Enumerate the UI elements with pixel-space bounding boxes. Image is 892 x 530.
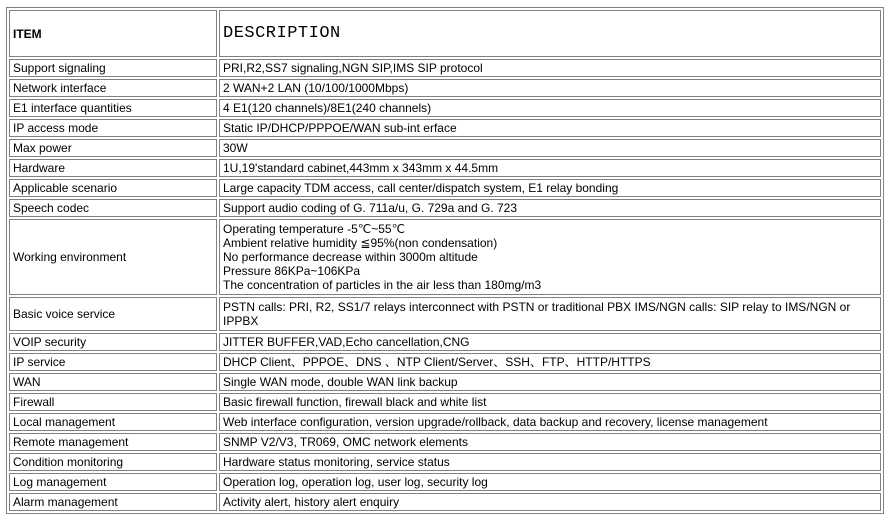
row-item-label: IP access mode: [9, 119, 217, 137]
table-row: [9, 373, 881, 391]
table-row: [9, 473, 881, 491]
spec-table: [6, 7, 884, 514]
description-line: Basic firewall function, firewall black and white list: [223, 395, 487, 409]
table-row: [9, 59, 881, 77]
description-line: 30W: [223, 141, 248, 155]
row-description: [219, 353, 881, 371]
row-item-label: Log management: [9, 473, 217, 491]
description-line: SNMP V2/V3, TR069, OMC network elements: [223, 435, 468, 449]
table-row: [9, 433, 881, 451]
table-row: [9, 179, 881, 197]
row-description: [219, 333, 881, 351]
table-row: [9, 493, 881, 511]
table-row: [9, 119, 881, 137]
row-description: [219, 413, 881, 431]
row-description: [219, 493, 881, 511]
description-line: JITTER BUFFER,VAD,Echo cancellation,CNG: [223, 335, 470, 349]
row-description: [219, 453, 881, 471]
row-description: [219, 79, 881, 97]
table-row: [9, 159, 881, 177]
description-line: Activity alert, history alert enquiry: [223, 495, 400, 509]
row-item-label: Working environment: [9, 219, 217, 295]
table-row: [9, 393, 881, 411]
header-description-cell: DESCRIPTION: [219, 10, 881, 57]
table-row: [9, 219, 881, 295]
table-row: [9, 413, 881, 431]
row-description: [219, 139, 881, 157]
row-description: [219, 119, 881, 137]
description-line: 1U,19'standard cabinet,443mm x 343mm x 44.5mm: [223, 161, 499, 175]
row-item-label: Basic voice service: [9, 297, 217, 331]
table-row: [9, 297, 881, 331]
row-description: [219, 219, 881, 295]
row-description: [219, 179, 881, 197]
description-line: Static IP/DHCP/PPPOE/WAN sub-int erface: [223, 121, 457, 135]
description-line: Web interface configuration, version upgrade/rollback, data backup and recovery, license management: [223, 415, 768, 429]
description-line: No performance decrease within 3000m altitude: [223, 250, 478, 264]
row-description: [219, 99, 881, 117]
row-description: [219, 59, 881, 77]
row-item-label: Max power: [9, 139, 217, 157]
row-item-label: Speech codec: [9, 199, 217, 217]
description-line: Pressure 86KPa~106KPa: [223, 264, 361, 278]
row-item-label: Hardware: [9, 159, 217, 177]
header-item-cell: ITEM: [9, 10, 217, 57]
description-line: Single WAN mode, double WAN link backup: [223, 375, 458, 389]
row-description: [219, 159, 881, 177]
description-line: PSTN calls: PRI, R2, SS1/7 relays interconnect with PSTN or traditional PBX IMS/NGN calls: SIP relay to IMS/NGN or IPPBX: [223, 300, 851, 328]
description-line: Large capacity TDM access, call center/dispatch system, E1 relay bonding: [223, 181, 619, 195]
table-row: [9, 139, 881, 157]
description-line: 2 WAN+2 LAN (10/100/1000Mbps): [223, 81, 409, 95]
row-item-label: WAN: [9, 373, 217, 391]
description-line: Operation log, operation log, user log, security log: [223, 475, 488, 489]
description-line: Operating temperature -5℃~55℃: [223, 222, 406, 236]
spec-table-container: [6, 7, 884, 514]
row-description: [219, 433, 881, 451]
row-item-label: IP service: [9, 353, 217, 371]
table-row: [9, 333, 881, 351]
row-item-label: Local management: [9, 413, 217, 431]
row-item-label: Remote management: [9, 433, 217, 451]
row-item-label: Condition monitoring: [9, 453, 217, 471]
description-line: DHCP Client、PPPOE、DNS 、NTP Client/Server、SSH、FTP、HTTP/HTTPS: [223, 355, 651, 369]
description-line: Hardware status monitoring, service status: [223, 455, 450, 469]
table-row: [9, 199, 881, 217]
row-item-label: Support signaling: [9, 59, 217, 77]
row-item-label: VOIP security: [9, 333, 217, 351]
table-row: [9, 453, 881, 471]
description-line: PRI,R2,SS7 signaling,NGN SIP,IMS SIP protocol: [223, 61, 483, 75]
table-row: [9, 353, 881, 371]
table-header-row: [9, 10, 881, 57]
row-description: [219, 373, 881, 391]
description-line: Ambient relative humidity ≦95%(non condensation): [223, 236, 498, 250]
description-line: Support audio coding of G. 711a/u, G. 729a and G. 723: [223, 201, 517, 215]
row-item-label: Network interface: [9, 79, 217, 97]
table-row: [9, 99, 881, 117]
row-description: [219, 297, 881, 331]
row-item-label: Firewall: [9, 393, 217, 411]
row-item-label: E1 interface quantities: [9, 99, 217, 117]
row-description: [219, 473, 881, 491]
description-line: 4 E1(120 channels)/8E1(240 channels): [223, 101, 432, 115]
row-item-label: Alarm management: [9, 493, 217, 511]
description-line: The concentration of particles in the air less than 180mg/m3: [223, 278, 542, 292]
row-item-label: Applicable scenario: [9, 179, 217, 197]
table-row: [9, 79, 881, 97]
row-description: [219, 199, 881, 217]
row-description: [219, 393, 881, 411]
